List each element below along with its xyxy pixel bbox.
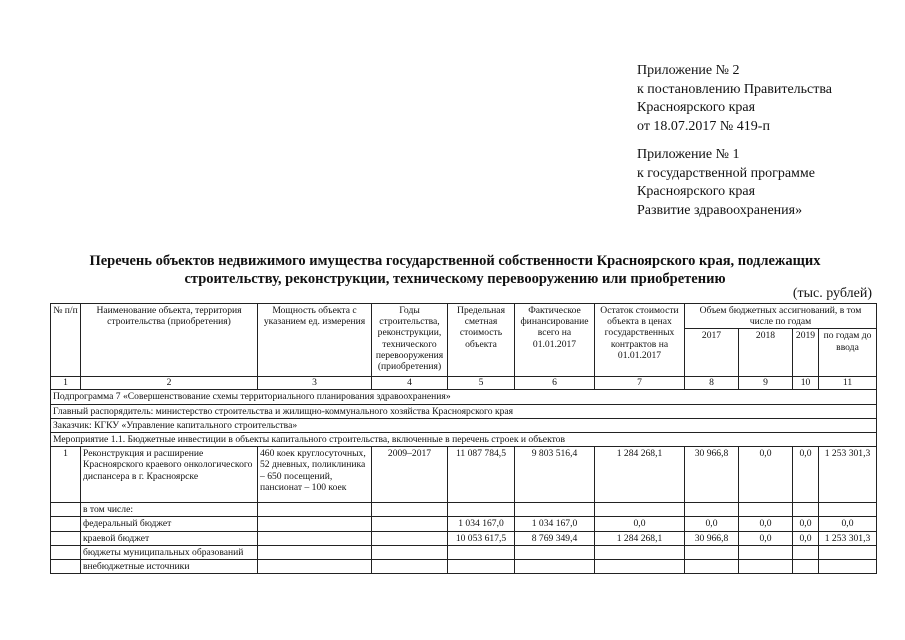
row-label: краевой бюджет (81, 531, 258, 545)
col-number: 7 (595, 377, 685, 390)
appendix-2-block (637, 62, 832, 136)
column-numbers-row (51, 377, 877, 390)
cell-remainder: 0,0 (595, 517, 685, 531)
manager-row (51, 404, 877, 418)
table-row-federal (51, 517, 877, 531)
measure-text: Мероприятие 1.1. Бюджетные инвестиции в объекты капитального строительства, включенные в перечень строек и объектов (51, 433, 877, 447)
appendix-1-block (637, 146, 815, 220)
title-line-1: Перечень объектов недвижимого имущества государственной собственности Красноярского края, подлежащих (89, 253, 821, 269)
cell-actual: 8 769 349,4 (515, 531, 595, 545)
object-2018: 0,0 (739, 447, 793, 503)
header-2018: 2018 (739, 329, 793, 377)
cell-2018: 0,0 (739, 531, 793, 545)
col-number: 9 (739, 377, 793, 390)
cell-2017: 0,0 (685, 517, 739, 531)
row-label: бюджеты муниципальных образований (81, 545, 258, 559)
header-budget-group: Объем бюджетных ассигнований, в том числе по годам (685, 304, 877, 329)
cell-2017: 30 966,8 (685, 531, 739, 545)
col-number: 2 (81, 377, 258, 390)
appendix-2-line-4: от 18.07.2017 № 419-п (637, 118, 770, 134)
header-by-years: по годам до ввода (819, 329, 877, 377)
object-actual: 9 803 516,4 (515, 447, 595, 503)
header-name: Наименование объекта, территория строительства (приобретения) (81, 304, 258, 377)
measure-row (51, 433, 877, 447)
col-number: 1 (51, 377, 81, 390)
document-title (40, 252, 870, 288)
cell-2019: 0,0 (793, 517, 819, 531)
table-row-object (51, 447, 877, 503)
col-number: 4 (372, 377, 448, 390)
object-by-years: 1 253 301,3 (819, 447, 877, 503)
customer-row (51, 418, 877, 432)
col-number: 10 (793, 377, 819, 390)
appendix-1-line-1: Приложение № 1 (637, 147, 740, 162)
table-row-including (51, 503, 877, 517)
title-line-2: строительству, реконструкции, техническому перевооружению или приобретению (184, 271, 726, 287)
customer-text: Заказчик: КГКУ «Управление капитального строительства» (51, 418, 877, 432)
cell-actual: 1 034 167,0 (515, 517, 595, 531)
header-capacity: Мощность объекта с указанием ед. измерения (258, 304, 372, 377)
table-row-municipal (51, 545, 877, 559)
header-actual-financing: Фактическое финансирование всего на 01.01.2017 (515, 304, 595, 377)
units-label: (тыс. рублей) (792, 286, 872, 301)
header-row-1 (51, 304, 877, 329)
cell-limit-cost: 10 053 617,5 (448, 531, 515, 545)
appendix-1-line-2: к государственной программе (637, 165, 815, 181)
object-limit-cost: 11 087 784,5 (448, 447, 515, 503)
header-limit-cost: Предельная сметная стоимость объекта (448, 304, 515, 377)
header-2019: 2019 (793, 329, 819, 377)
appendix-1-line-3: Красноярского края (637, 184, 756, 199)
cell-by-years: 0,0 (819, 517, 877, 531)
object-capacity: 460 коек круглосуточных, 52 дневных, поликлиника – 650 посещений, пансионат – 100 коек (258, 447, 372, 503)
appendix-2-line-2: к постановлению Правительства (637, 81, 833, 97)
object-remainder: 1 284 268,1 (595, 447, 685, 503)
header-2017: 2017 (685, 329, 739, 377)
appendix-2-line-1: Приложение № 2 (637, 63, 740, 78)
col-number: 11 (819, 377, 877, 390)
cell-2019: 0,0 (793, 531, 819, 545)
objects-table (50, 303, 877, 574)
col-number: 8 (685, 377, 739, 390)
object-2017: 30 966,8 (685, 447, 739, 503)
col-number: 6 (515, 377, 595, 390)
appendix-2-line-3: Красноярского края (637, 100, 756, 115)
header-remainder: Остаток стоимости объекта в ценах государственных контрактов на 01.01.2017 (595, 304, 685, 377)
including-label: в том числе: (81, 503, 258, 517)
row-label: внебюджетные источники (81, 560, 258, 574)
object-name: Реконструкция и расширение Красноярского краевого онкологического диспансера в г. Красноярске (81, 447, 258, 503)
header-years: Годы строительства, реконструкции, технического перевооружения (приобретения) (372, 304, 448, 377)
object-years: 2009–2017 (372, 447, 448, 503)
row-label: федеральный бюджет (81, 517, 258, 531)
table-row-extrabudgetary (51, 560, 877, 574)
cell-remainder: 1 284 268,1 (595, 531, 685, 545)
object-no: 1 (51, 447, 81, 503)
object-2019: 0,0 (793, 447, 819, 503)
col-number: 5 (448, 377, 515, 390)
table-row-regional (51, 531, 877, 545)
cell-limit-cost: 1 034 167,0 (448, 517, 515, 531)
header-no: № п/п (51, 304, 81, 377)
col-number: 3 (258, 377, 372, 390)
appendix-1-line-4: Развитие здравоохранения» (637, 202, 803, 218)
subprogram-row (51, 390, 877, 404)
cell-2018: 0,0 (739, 517, 793, 531)
cell-by-years: 1 253 301,3 (819, 531, 877, 545)
manager-text: Главный распорядитель: министерство строительства и жилищно-коммунального хозяйства Красноярского края (51, 404, 877, 418)
subprogram-text: Подпрограмма 7 «Совершенствование схемы территориального планирования здравоохранения» (51, 390, 877, 404)
